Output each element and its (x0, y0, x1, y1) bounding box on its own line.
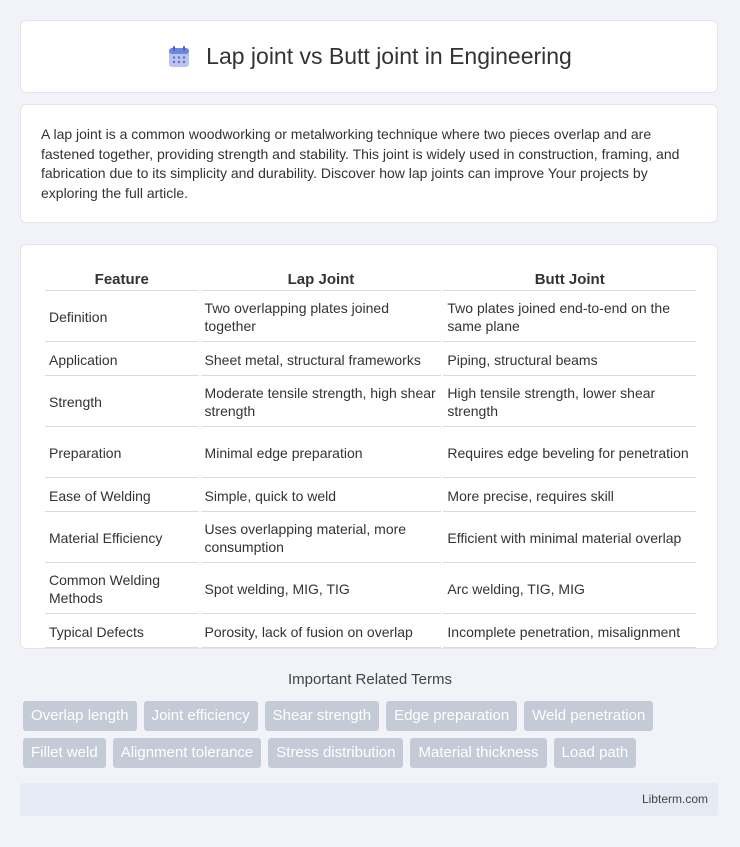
calendar-grid-icon (166, 44, 192, 70)
tag-fillet-weld[interactable]: Fillet weld (23, 738, 106, 768)
cell-lap: Moderate tensile strength, high shear strength (201, 378, 442, 427)
cell-feature: Material Efficiency (45, 514, 199, 563)
comparison-table (43, 263, 698, 650)
related-terms-title: Important Related Terms (288, 671, 452, 688)
tag-material-thickness[interactable]: Material thickness (410, 738, 546, 768)
table-row (45, 565, 696, 614)
footer (20, 783, 718, 816)
cell-lap: Porosity, lack of fusion on overlap (201, 616, 442, 648)
footer-site-link[interactable]: Libterm.com (641, 792, 708, 806)
cell-butt: Incomplete penetration, misalignment (443, 616, 696, 648)
cell-feature: Definition (45, 293, 199, 342)
table-row (45, 429, 696, 478)
table-row (45, 378, 696, 427)
related-terms-tags (23, 701, 723, 768)
cell-butt: Efficient with minimal material overlap (443, 514, 696, 563)
comparison-table-card (20, 244, 718, 649)
cell-butt: More precise, requires skill (443, 480, 696, 512)
table-row (45, 344, 696, 376)
cell-feature: Preparation (45, 429, 199, 478)
table-row (45, 293, 696, 342)
cell-lap: Two overlapping plates joined together (201, 293, 442, 342)
cell-feature: Application (45, 344, 199, 376)
tag-edge-preparation[interactable]: Edge preparation (386, 701, 517, 731)
tag-overlap-length[interactable]: Overlap length (23, 701, 137, 731)
cell-lap: Sheet metal, structural frameworks (201, 344, 442, 376)
tag-alignment-tolerance[interactable]: Alignment tolerance (113, 738, 262, 768)
cell-butt: Two plates joined end-to-end on the same plane (443, 293, 696, 342)
table-header-row (45, 265, 696, 291)
cell-butt: Piping, structural beams (443, 344, 696, 376)
cell-lap: Spot welding, MIG, TIG (201, 565, 442, 614)
table-row (45, 480, 696, 512)
cell-feature: Ease of Welding (45, 480, 199, 512)
header-feature: Feature (45, 265, 199, 291)
tag-load-path[interactable]: Load path (554, 738, 637, 768)
cell-feature: Strength (45, 378, 199, 427)
cell-butt: Requires edge beveling for penetration (443, 429, 696, 478)
cell-lap: Simple, quick to weld (201, 480, 442, 512)
cell-butt: High tensile strength, lower shear strength (443, 378, 696, 427)
cell-feature: Common Welding Methods (45, 565, 199, 614)
cell-feature: Typical Defects (45, 616, 199, 648)
title-card (20, 20, 718, 93)
tag-weld-penetration[interactable]: Weld penetration (524, 701, 653, 731)
tag-shear-strength[interactable]: Shear strength (265, 701, 379, 731)
intro-card (20, 104, 718, 223)
intro-text: A lap joint is a common woodworking or metalworking technique where two pieces overlap and are fastened together, providing strength and stability. This joint is widely used in construction, framing, and fabrication due to its simplicity and durability. Discover how lap joints can improve Your projects by exploring the full article. (41, 126, 680, 201)
tag-stress-distribution[interactable]: Stress distribution (268, 738, 403, 768)
header-lap-joint: Lap Joint (201, 265, 442, 291)
tag-joint-efficiency[interactable]: Joint efficiency (144, 701, 258, 731)
header-butt-joint: Butt Joint (443, 265, 696, 291)
table-row (45, 514, 696, 563)
table-row (45, 616, 696, 648)
cell-lap: Minimal edge preparation (201, 429, 442, 478)
cell-lap: Uses overlapping material, more consumption (201, 514, 442, 563)
page-title: Lap joint vs Butt joint in Engineering (206, 43, 572, 69)
cell-butt: Arc welding, TIG, MIG (443, 565, 696, 614)
